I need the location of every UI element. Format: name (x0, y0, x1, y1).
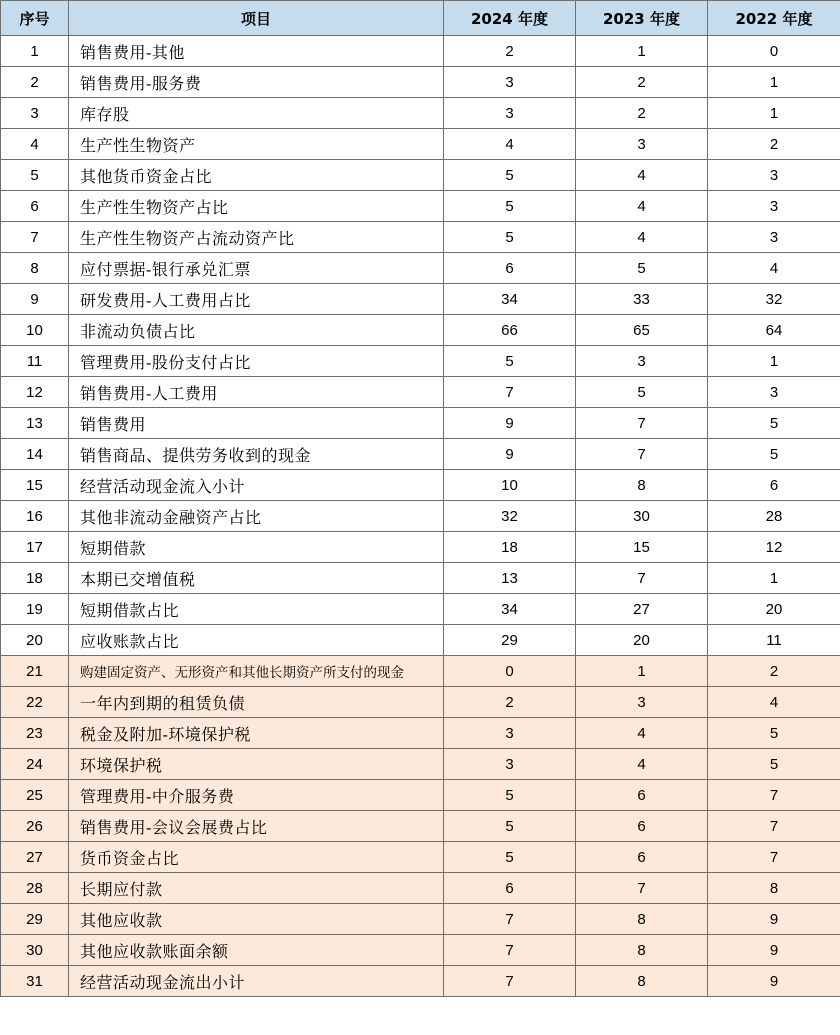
row-2022-cell: 64 (708, 315, 840, 346)
row-index-cell: 16 (1, 501, 69, 532)
table-row (1, 532, 840, 563)
row-2024-cell: 5 (444, 160, 576, 191)
table-row (1, 563, 840, 594)
row-2023-cell: 5 (576, 253, 708, 284)
row-item-cell: 生产性生物资产占比 (69, 191, 444, 222)
table-body (1, 36, 840, 997)
row-2022-cell: 3 (708, 160, 840, 191)
row-2023-cell: 65 (576, 315, 708, 346)
row-item-cell: 销售费用-人工费用 (69, 377, 444, 408)
row-2024-cell: 2 (444, 36, 576, 67)
row-item-cell: 生产性生物资产 (69, 129, 444, 160)
table-row (1, 36, 840, 67)
row-2024-cell: 5 (444, 780, 576, 811)
table-row (1, 780, 840, 811)
row-index-cell: 18 (1, 563, 69, 594)
row-2024-cell: 4 (444, 129, 576, 160)
row-item-cell: 长期应付款 (69, 873, 444, 904)
row-2024-cell: 5 (444, 191, 576, 222)
row-item-cell: 销售费用-会议会展费占比 (69, 811, 444, 842)
row-2024-cell: 5 (444, 346, 576, 377)
table-row (1, 501, 840, 532)
row-item-cell: 销售商品、提供劳务收到的现金 (69, 439, 444, 470)
row-2024-cell: 29 (444, 625, 576, 656)
row-2024-cell: 7 (444, 904, 576, 935)
row-index-cell: 30 (1, 935, 69, 966)
row-index-cell: 24 (1, 749, 69, 780)
row-2023-cell: 7 (576, 873, 708, 904)
table-header (1, 1, 840, 36)
row-2022-cell: 4 (708, 253, 840, 284)
table-row (1, 625, 840, 656)
row-2022-cell: 32 (708, 284, 840, 315)
row-item-cell: 管理费用-股份支付占比 (69, 346, 444, 377)
row-2023-cell: 8 (576, 470, 708, 501)
row-item-cell: 销售费用-服务费 (69, 67, 444, 98)
row-index-cell: 31 (1, 966, 69, 997)
row-item-cell: 其他应收款账面余额 (69, 935, 444, 966)
row-2022-cell: 11 (708, 625, 840, 656)
table-row (1, 222, 840, 253)
row-item-cell: 研发费用-人工费用占比 (69, 284, 444, 315)
row-2023-cell: 30 (576, 501, 708, 532)
table-row (1, 594, 840, 625)
table-row (1, 470, 840, 501)
row-2024-cell: 5 (444, 222, 576, 253)
row-item-cell: 货币资金占比 (69, 842, 444, 873)
row-index-cell: 12 (1, 377, 69, 408)
row-2023-cell: 15 (576, 532, 708, 563)
table-row (1, 284, 840, 315)
row-2022-cell: 6 (708, 470, 840, 501)
header-row (1, 1, 840, 36)
row-2022-cell: 7 (708, 842, 840, 873)
row-2023-cell: 27 (576, 594, 708, 625)
table-row (1, 749, 840, 780)
table-row (1, 873, 840, 904)
row-2024-cell: 34 (444, 284, 576, 315)
row-2023-cell: 20 (576, 625, 708, 656)
row-index-cell: 19 (1, 594, 69, 625)
row-2024-cell: 32 (444, 501, 576, 532)
row-item-cell: 其他非流动金融资产占比 (69, 501, 444, 532)
row-2022-cell: 3 (708, 222, 840, 253)
row-item-cell: 其他应收款 (69, 904, 444, 935)
row-2023-cell: 4 (576, 191, 708, 222)
row-2023-cell: 2 (576, 98, 708, 129)
row-index-cell: 3 (1, 98, 69, 129)
table-row (1, 842, 840, 873)
row-2022-cell: 5 (708, 718, 840, 749)
row-2023-cell: 7 (576, 408, 708, 439)
row-2023-cell: 33 (576, 284, 708, 315)
row-index-cell: 7 (1, 222, 69, 253)
row-2023-cell: 8 (576, 966, 708, 997)
row-2024-cell: 13 (444, 563, 576, 594)
table-row (1, 656, 840, 687)
row-2023-cell: 6 (576, 780, 708, 811)
header-2022: 2022 年度 (708, 1, 840, 36)
row-2023-cell: 5 (576, 377, 708, 408)
row-2024-cell: 18 (444, 532, 576, 563)
row-index-cell: 15 (1, 470, 69, 501)
row-index-cell: 2 (1, 67, 69, 98)
row-2022-cell: 7 (708, 780, 840, 811)
row-index-cell: 23 (1, 718, 69, 749)
table-row (1, 67, 840, 98)
row-index-cell: 28 (1, 873, 69, 904)
row-index-cell: 4 (1, 129, 69, 160)
row-2024-cell: 7 (444, 377, 576, 408)
row-2022-cell: 2 (708, 656, 840, 687)
row-index-cell: 9 (1, 284, 69, 315)
row-item-cell: 生产性生物资产占流动资产比 (69, 222, 444, 253)
row-index-cell: 17 (1, 532, 69, 563)
row-item-cell: 销售费用 (69, 408, 444, 439)
row-2024-cell: 0 (444, 656, 576, 687)
table-row (1, 377, 840, 408)
row-item-cell: 应付票据-银行承兑汇票 (69, 253, 444, 284)
row-2022-cell: 5 (708, 408, 840, 439)
row-2022-cell: 1 (708, 346, 840, 377)
row-2022-cell: 1 (708, 67, 840, 98)
row-2022-cell: 4 (708, 687, 840, 718)
row-2023-cell: 4 (576, 222, 708, 253)
row-2024-cell: 3 (444, 98, 576, 129)
row-item-cell: 经营活动现金流入小计 (69, 470, 444, 501)
row-2022-cell: 8 (708, 873, 840, 904)
row-2024-cell: 34 (444, 594, 576, 625)
row-item-cell: 管理费用-中介服务费 (69, 780, 444, 811)
row-2024-cell: 6 (444, 873, 576, 904)
row-2022-cell: 0 (708, 36, 840, 67)
row-index-cell: 6 (1, 191, 69, 222)
row-2022-cell: 20 (708, 594, 840, 625)
row-2022-cell: 5 (708, 749, 840, 780)
row-2023-cell: 4 (576, 718, 708, 749)
row-2023-cell: 3 (576, 129, 708, 160)
row-2023-cell: 7 (576, 563, 708, 594)
row-2024-cell: 66 (444, 315, 576, 346)
table-row (1, 718, 840, 749)
row-item-cell: 购建固定资产、无形资产和其他长期资产所支付的现金 (69, 656, 444, 687)
row-index-cell: 27 (1, 842, 69, 873)
row-2023-cell: 1 (576, 36, 708, 67)
table-row (1, 98, 840, 129)
row-index-cell: 14 (1, 439, 69, 470)
table-row (1, 439, 840, 470)
row-2023-cell: 3 (576, 687, 708, 718)
row-2022-cell: 9 (708, 935, 840, 966)
row-index-cell: 21 (1, 656, 69, 687)
row-2022-cell: 1 (708, 98, 840, 129)
row-2022-cell: 9 (708, 904, 840, 935)
header-index: 序号 (1, 1, 69, 36)
row-2024-cell: 3 (444, 749, 576, 780)
row-index-cell: 10 (1, 315, 69, 346)
row-2023-cell: 3 (576, 346, 708, 377)
row-2022-cell: 1 (708, 563, 840, 594)
table-row (1, 687, 840, 718)
row-2024-cell: 5 (444, 811, 576, 842)
row-2024-cell: 7 (444, 935, 576, 966)
row-2022-cell: 9 (708, 966, 840, 997)
row-index-cell: 22 (1, 687, 69, 718)
row-2022-cell: 3 (708, 191, 840, 222)
row-index-cell: 11 (1, 346, 69, 377)
row-item-cell: 短期借款占比 (69, 594, 444, 625)
table-row (1, 346, 840, 377)
table-row (1, 129, 840, 160)
table-row (1, 315, 840, 346)
row-2024-cell: 10 (444, 470, 576, 501)
row-2024-cell: 3 (444, 67, 576, 98)
row-item-cell: 其他货币资金占比 (69, 160, 444, 191)
row-2024-cell: 6 (444, 253, 576, 284)
row-item-cell: 经营活动现金流出小计 (69, 966, 444, 997)
row-2022-cell: 12 (708, 532, 840, 563)
row-2024-cell: 3 (444, 718, 576, 749)
row-2023-cell: 7 (576, 439, 708, 470)
row-2023-cell: 4 (576, 160, 708, 191)
table-row (1, 811, 840, 842)
row-index-cell: 5 (1, 160, 69, 191)
row-item-cell: 本期已交增值税 (69, 563, 444, 594)
row-index-cell: 1 (1, 36, 69, 67)
table-row (1, 966, 840, 997)
row-2023-cell: 2 (576, 67, 708, 98)
row-item-cell: 税金及附加-环境保护税 (69, 718, 444, 749)
table-row (1, 935, 840, 966)
row-index-cell: 29 (1, 904, 69, 935)
row-2024-cell: 9 (444, 408, 576, 439)
row-index-cell: 13 (1, 408, 69, 439)
table-row (1, 904, 840, 935)
row-2022-cell: 5 (708, 439, 840, 470)
header-2024: 2024 年度 (444, 1, 576, 36)
row-2023-cell: 8 (576, 935, 708, 966)
row-item-cell: 一年内到期的租赁负债 (69, 687, 444, 718)
row-index-cell: 26 (1, 811, 69, 842)
row-2024-cell: 2 (444, 687, 576, 718)
row-item-cell: 销售费用-其他 (69, 36, 444, 67)
row-2023-cell: 4 (576, 749, 708, 780)
header-item: 项目 (69, 1, 444, 36)
row-2022-cell: 2 (708, 129, 840, 160)
row-2022-cell: 3 (708, 377, 840, 408)
row-2023-cell: 8 (576, 904, 708, 935)
row-2024-cell: 5 (444, 842, 576, 873)
header-2023: 2023 年度 (576, 1, 708, 36)
row-2022-cell: 7 (708, 811, 840, 842)
row-2024-cell: 9 (444, 439, 576, 470)
row-2023-cell: 6 (576, 811, 708, 842)
row-item-cell: 环境保护税 (69, 749, 444, 780)
row-2023-cell: 6 (576, 842, 708, 873)
row-item-cell: 库存股 (69, 98, 444, 129)
row-item-cell: 非流动负债占比 (69, 315, 444, 346)
row-item-cell: 应收账款占比 (69, 625, 444, 656)
row-index-cell: 8 (1, 253, 69, 284)
table-row (1, 160, 840, 191)
row-item-cell: 短期借款 (69, 532, 444, 563)
table-row (1, 191, 840, 222)
row-2024-cell: 7 (444, 966, 576, 997)
row-index-cell: 25 (1, 780, 69, 811)
row-2023-cell: 1 (576, 656, 708, 687)
table-row (1, 408, 840, 439)
row-index-cell: 20 (1, 625, 69, 656)
table-row (1, 253, 840, 284)
row-2022-cell: 28 (708, 501, 840, 532)
